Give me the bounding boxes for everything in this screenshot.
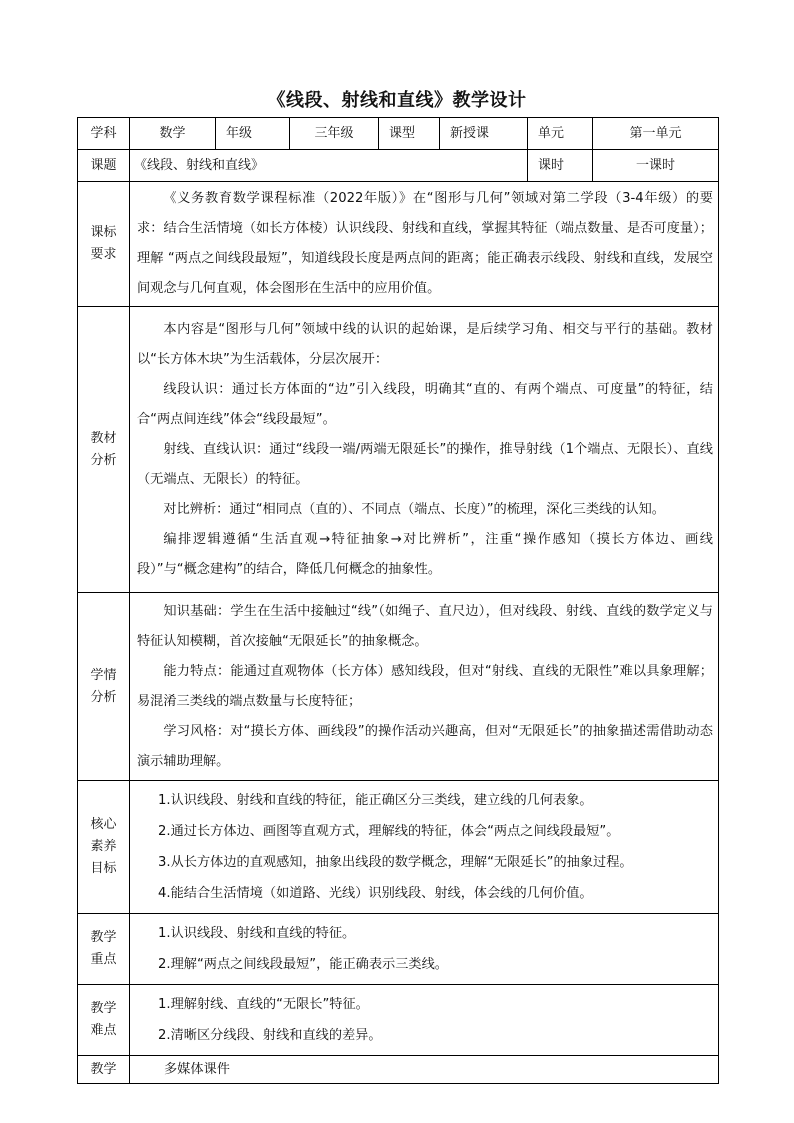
standard-label-line-1: 课标: [90, 225, 117, 240]
goals-label: [78, 781, 130, 914]
topic-value: 《线段、射线和直线》: [130, 150, 528, 182]
tools-label: 教学: [78, 1056, 130, 1084]
textbook-label: [78, 307, 130, 593]
difficulties-row: [78, 985, 719, 1056]
learners-label-line-2: 分析: [90, 689, 117, 705]
standard-row: [78, 182, 719, 307]
standard-text: 《义务教育数学课程标准（2022年版）》在“图形与几何”领域对第二学段（3-4年级）的要求：结合生活情境（如长方体棱）认识线段、射线和直线，掌握其特征（端点数量、是否可度量）；理解 “两点之间线段最短”，知道线段长度是两点间的距离；能正确表示线段、射线和直线，发展空间观念与几何直观，体会图形在生活中的应用价值。: [137, 191, 713, 296]
type-value: 新授课: [440, 118, 528, 150]
type-label: 课型: [379, 118, 440, 150]
goals-content: [130, 781, 719, 914]
goals-label-line-1: 核心: [90, 817, 117, 832]
textbook-paragraph: 射线、直线认识：通过“线段一端/两端无限延长”的操作，推导射线（1个端点、无限长）、直线（无端点、无限长）的特征。: [137, 441, 713, 487]
hours-value: 一课时: [593, 150, 719, 182]
standard-label: [78, 182, 130, 307]
header-row: [78, 118, 719, 150]
topic-row: [78, 150, 719, 182]
goals-label-line-3: 目标: [90, 861, 117, 876]
difficulties-label: [78, 985, 130, 1056]
textbook-content: [130, 307, 719, 593]
key-points-content: [130, 914, 719, 985]
grade-label: 年级: [216, 118, 290, 150]
goals-label-line-2: 素养: [90, 839, 117, 854]
subject-label: 学科: [78, 118, 130, 150]
learners-paragraph: 学习风格：对“摸长方体、画线段”的操作活动兴趣高，但对“无限延长”的抽象描述需借助动态演示辅助理解。: [137, 723, 713, 769]
learners-label-line-1: 学情: [90, 667, 117, 683]
textbook-paragraph: 线段认识：通过长方体面的“边”引入线段，明确其“直的、有两个端点、可度量”的特征，结合“两点间连线”体会“线段最短”。: [137, 381, 713, 427]
textbook-label-line-2: 分析: [90, 452, 117, 468]
key-points-label-line-2: 重点: [90, 952, 117, 967]
topic-label: 课题: [78, 150, 130, 182]
textbook-paragraph: 对比辨析：通过“相同点（直的）、不同点（端点、长度）”的梳理，深化三类线的认知。: [163, 501, 665, 517]
difficulty-item: 2.清晰区分线段、射线和直线的差异。: [158, 1028, 382, 1043]
goal-item: 1.认识线段、射线和直线的特征，能正确区分三类线，建立线的几何表象。: [158, 793, 593, 808]
standard-content: [130, 182, 719, 307]
lesson-plan-table: [77, 117, 719, 1084]
difficulties-label-line-2: 难点: [90, 1023, 117, 1038]
difficulties-label-line-1: 教学: [90, 1001, 117, 1016]
unit-value: 第一单元: [593, 118, 719, 150]
tools-row: [78, 1056, 719, 1084]
learners-label: [78, 593, 130, 781]
hours-label: 课时: [528, 150, 593, 182]
goals-row: [78, 781, 719, 914]
goal-item: 2.通过长方体边、画图等直观方式，理解线的特征，体会“两点之间线段最短”。: [158, 824, 620, 839]
key-point-item: 1.认识线段、射线和直线的特征。: [158, 926, 356, 941]
learners-content: [130, 593, 719, 781]
textbook-label-line-1: 教材: [90, 430, 117, 446]
goal-item: 3.从长方体边的直观感知，抽象出线段的数学概念，理解“无限延长”的抽象过程。: [158, 855, 633, 870]
learners-row: [78, 593, 719, 781]
textbook-paragraph: 本内容是“图形与几何”领域中线的认识的起始课，是后续学习角、相交与平行的基础。教材以“长方体木块”为生活载体，分层次展开：: [137, 321, 713, 367]
learners-paragraph: 知识基础：学生在生活中接触过“线”（如绳子、直尺边），但对线段、射线、直线的数学定义与特征认知模糊，首次接触“无限延长”的抽象概念。: [137, 603, 713, 649]
difficulty-item: 1.理解射线、直线的“无限长”特征。: [158, 997, 369, 1012]
key-points-row: [78, 914, 719, 985]
subject-value: 数学: [130, 118, 216, 150]
textbook-paragraph: 编排逻辑遵循“生活直观→特征抽象→对比辨析”，注重“操作感知（摸长方体边、画线段）”与“概念建构”的结合，降低几何概念的抽象性。: [137, 531, 713, 577]
key-points-label-line-1: 教学: [90, 930, 117, 945]
tools-content: 多媒体课件: [130, 1056, 719, 1084]
goal-item: 4.能结合生活情境（如道路、光线）识别线段、射线，体会线的几何价值。: [158, 886, 593, 901]
difficulties-content: [130, 985, 719, 1056]
key-point-item: 2.理解“两点之间线段最短”，能正确表示三类线。: [158, 957, 448, 972]
grade-value: 三年级: [290, 118, 379, 150]
textbook-row: [78, 307, 719, 593]
key-points-label: [78, 914, 130, 985]
unit-label: 单元: [528, 118, 593, 150]
learners-paragraph: 能力特点：能通过直观物体（长方体）感知线段，但对“射线、直线的无限性”难以具象理解；易混淆三类线的端点数量与长度特征；: [137, 663, 713, 709]
standard-label-line-2: 要求: [90, 247, 117, 262]
document-title: 《线段、射线和直线》教学设计: [267, 90, 527, 111]
